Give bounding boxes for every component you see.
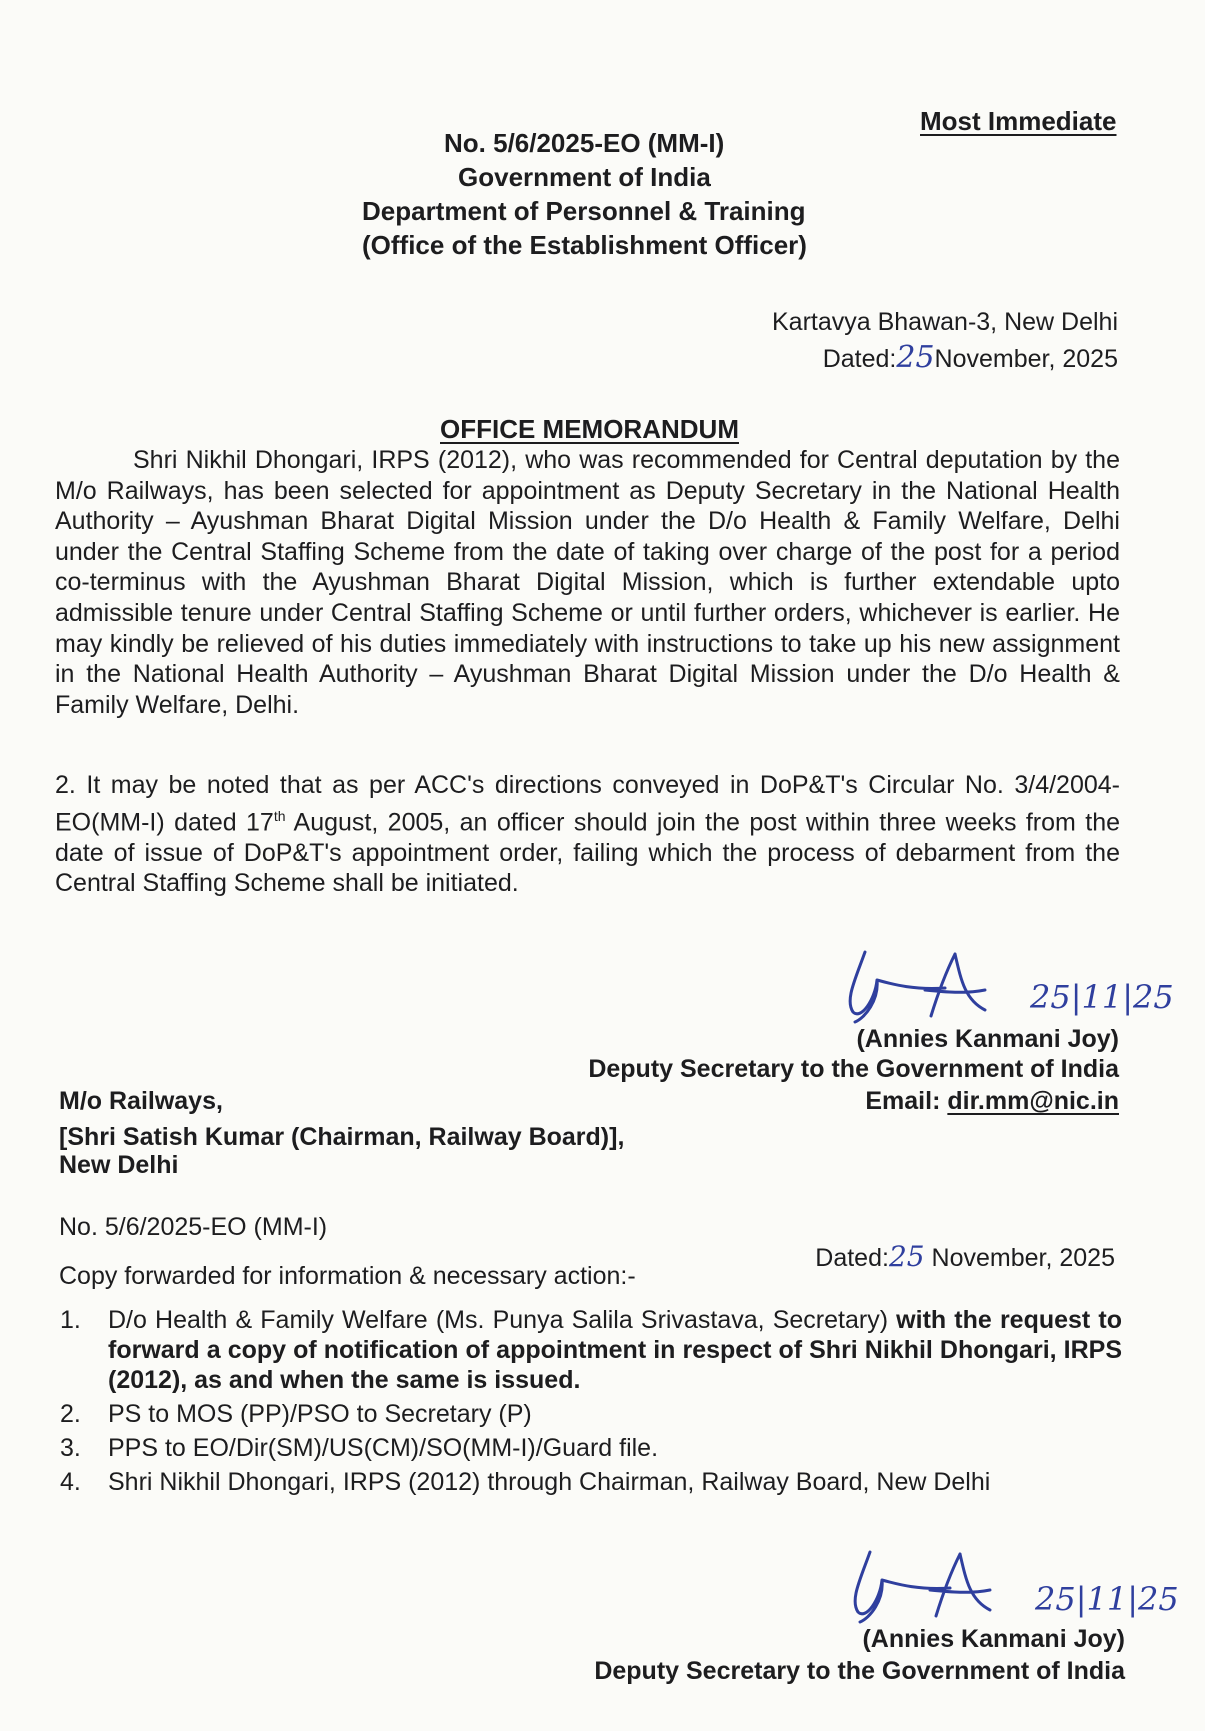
paragraph-2-text: It may be noted that as per ACC's directions conveyed in DoP&T's Circular No. 3/4/2004-EO(MM-I) dated 17 <box>55 771 1120 836</box>
list-item-text: D/o Health & Family Welfare (Ms. Punya Salila Srivastava, Secretary) <box>108 1306 897 1334</box>
copy-date-month-year: November, 2025 <box>924 1244 1115 1272</box>
signatory-name: (Annies Kanmani Joy) <box>856 1025 1119 1053</box>
copy-date-line <box>815 1240 1115 1273</box>
department-line: Department of Personnel & Training <box>362 196 806 226</box>
signature-2-date: 25|11|25 <box>1035 1580 1179 1618</box>
copy-list <box>60 1305 1122 1501</box>
signatory-2-designation: Deputy Secretary to the Government of India <box>594 1657 1125 1685</box>
date-line <box>823 340 1118 375</box>
list-item <box>60 1467 1122 1497</box>
copy-handwritten-date: 25 <box>888 1240 925 1273</box>
signatory-designation: Deputy Secretary to the Government of India <box>588 1055 1119 1083</box>
memo-title: OFFICE MEMORANDUM <box>440 414 739 444</box>
signature-1 <box>835 940 1025 1030</box>
paragraph-2 <box>55 770 1120 899</box>
list-item-number: 1. <box>60 1306 81 1334</box>
file-number: No. 5/6/2025-EO (MM-I) <box>444 128 725 158</box>
signature-1-date: 25|11|25 <box>1030 978 1174 1016</box>
date-month-year: November, 2025 <box>934 345 1118 373</box>
paragraph-1 <box>55 445 1120 720</box>
signature-2 <box>840 1540 1030 1630</box>
addressee-line-2: [Shri Satish Kumar (Chairman, Railway Board)], <box>59 1123 625 1151</box>
paragraph-2-text-cont: August, 2005, an officer should join the post within three weeks from the date of issue of DoP&T's appointment order, failing which the process of debarment from the Central Staffing Scheme shall be initiated. <box>55 807 1120 898</box>
list-item-bold-text: with the request to forward a copy of notification of appointment in respect of Shri Nikhil Dhongari, IRPS (2012), as and when the same is issued. <box>108 1306 1122 1394</box>
addressee-line-1: M/o Railways, <box>59 1087 223 1115</box>
place-line: Kartavya Bhawan-3, New Delhi <box>772 308 1118 336</box>
paragraph-1-text: Shri Nikhil Dhongari, IRPS (2012), who was recommended for Central deputation by the M/o Railways, has been selected for appointment as Deputy Secretary in the National Health Authority – Ayushman Bharat Digital Mission under the D/o Health & Family Welfare, Delhi under the Central Staffing Scheme from the date of taking over charge of the post for a period co-terminus with the Ayushman Bharat Digital Mission, which is further extendable upto admissible tenure under Central Staffing Scheme or until further orders, whichever is earlier. He may kindly be relieved of his duties immediately with instructions to take up his new assignment in the National Health Authority – Ayushman Bharat Digital Mission under the D/o Health & Family Welfare, Delhi. <box>55 446 1120 719</box>
list-item-number: 4. <box>60 1468 81 1496</box>
list-item-number: 3. <box>60 1434 81 1462</box>
email-link[interactable]: dir.mm@nic.in <box>947 1087 1119 1115</box>
list-item <box>60 1433 1122 1463</box>
paragraph-2-superscript: th <box>273 807 286 824</box>
signatory-2-name: (Annies Kanmani Joy) <box>862 1625 1125 1653</box>
list-item <box>60 1305 1122 1395</box>
paragraph-2-number: 2. <box>55 771 76 799</box>
copy-file-number: No. 5/6/2025-EO (MM-I) <box>59 1213 328 1241</box>
signatory-email-line <box>865 1087 1119 1116</box>
handwritten-date: 25 <box>896 340 935 375</box>
copy-date-prefix: Dated: <box>815 1244 889 1272</box>
copy-intro: Copy forwarded for information & necessary action:- <box>59 1262 636 1290</box>
email-label: Email: <box>865 1087 948 1115</box>
priority-label: Most Immediate <box>920 106 1117 136</box>
date-prefix: Dated: <box>822 345 897 373</box>
list-item <box>60 1399 1122 1429</box>
list-item-text: PS to MOS (PP)/PSO to Secretary (P) <box>108 1400 532 1428</box>
govt-line: Government of India <box>458 162 711 192</box>
list-item-text: PPS to EO/Dir(SM)/US(CM)/SO(MM-I)/Guard file. <box>108 1434 659 1462</box>
list-item-text: Shri Nikhil Dhongari, IRPS (2012) through Chairman, Railway Board, New Delhi <box>108 1468 991 1496</box>
addressee-line-3: New Delhi <box>59 1151 179 1179</box>
office-line: (Office of the Establishment Officer) <box>362 230 807 260</box>
list-item-number: 2. <box>60 1400 81 1428</box>
